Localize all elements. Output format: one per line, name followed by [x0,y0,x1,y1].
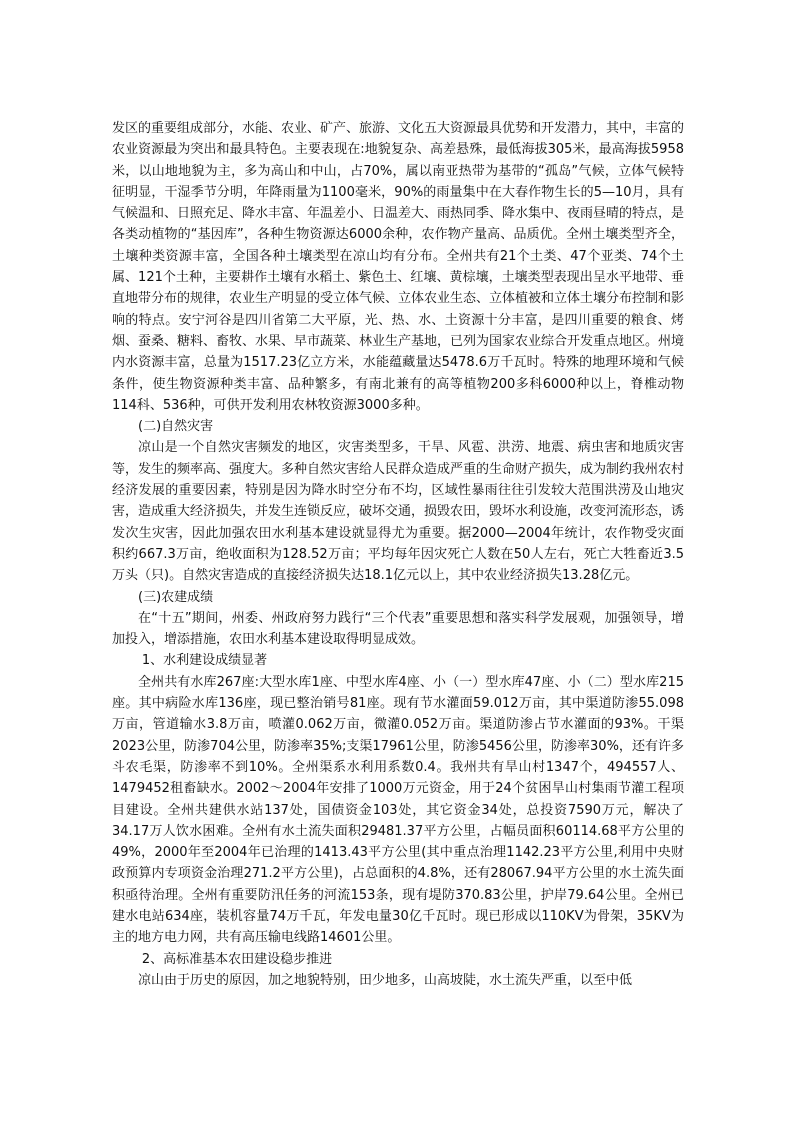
paragraph-natural-disasters: 凉山是一个自然灾害频发的地区，灾害类型多，干旱、风雹、洪涝、地震、病虫害和地质灾害等，发生的频率高、强度大。多种自然灾害给人民群众造成严重的生命财产损失，成为制约我州农村经济发展的重要因素，特别是因为降水时空分布不均，区域性暴雨往往引发较大范围洪涝及山地灾害，造成重大经济损失，并发生连锁反应，破坏交通，损毁农田，毁坏水利设施，改变河流形态，诱发次生灾害，因此加强农田水利基本建设就显得尤为重要。据2000—2004年统计，农作物受灾面积约667.3万亩，绝收面积为128.52万亩；平均每年因灾死亡人数在50人左右，死亡大牲畜近3.5万头（只)。自然灾害造成的直接经济损失达18.1亿元以上，其中农业经济损失13.28亿元。 [112,440,685,584]
document-page [112,118,684,991]
subsection-heading-farmland: 2、高标准基本农田建设稳步推进 [141,951,333,967]
section-heading-achievements: (三)农建成绩 [138,589,214,605]
section-heading-natural-disasters: (二)自然灾害 [138,419,214,435]
paragraph-achievements-intro: 在“十五”期间，州委、州政府努力践行“三个代表”重要思想和落实科学发展观，加强领导，增加投入，增添措施，农田水利基本建设取得明显成效。 [112,610,684,648]
paragraph-resources: 发区的重要组成部分，水能、农业、矿产、旅游、文化五大资源最具优势和开发潜力，其中，丰富的农业资源最为突出和最具特色。主要表现在:地貌复杂、高差悬殊，最低海拔305米，最高海拔5958米，以山地地貌为主，多为高山和中山，占70%，属以南亚热带为基带的“孤岛”气候，立体气候特征明显，干湿季节分明，年降雨量为1100毫米，90%的雨量集中在大春作物生长的5—10月，具有气候温和、日照充足、降水丰富、年温差小、日温差大、雨热同季、降水集中、夜雨昼晴的特点，是各类动植物的“基因库”，各种生物资源达6000余种，农作物产量高、品质优。全州土壤类型齐全，土壤种类资源丰富，全国各种土壤类型在凉山均有分布。全州共有21个土类、47个亚类、74个土属、121个土种，主要耕作土壤有水稻土、紫色土、红壤、黄棕壤，土壤类型表现出呈水平地带、垂直地带分布的规律，农业生产明显的受立体气候、立体农业生态、立体植被和立体土壤分布控制和影响的特点。安宁河谷是四川省第二大平原，光、热、水、土资源十分丰富，是四川重要的粮食、烤烟、蚕桑、糖料、畜牧、水果、早市蔬菜、林业生产基地，已列为国家农业综合开发重点地区。州境内水资源丰富，总量为1517.23亿立方米，水能蕴藏量达5478.6万千瓦时。特殊的地理环境和气候条件，使生物资源种类丰富、品种繁多，有南北兼有的高等植物200多科6000种以上，脊椎动物114科、536种，可供开发利用农林牧资源3000多种。 [112,121,685,413]
subsection-heading-water-conservancy: 1、水利建设成绩显著 [141,653,268,669]
paragraph-water-conservancy: 全州共有水库267座:大型水库1座、中型水库4座、小（一）型水库47座、小（二）型水库215座。其中病险水库136座，现已整治销号81座。现有节水灌面59.012万亩，其中渠道防渗55.098万亩，管道输水3.8万亩，喷灌0.062万亩，微灌0.052万亩。渠道防渗占节水灌面的93%。干渠2023公里，防渗704公里，防渗率35%;支渠17961公里，防渗5456公里，防渗率30%，还有许多斗农毛渠，防渗率不到10%。全州渠系水利用系数0.4。我州共有旱山村1347个，494557人、1479452租畜缺水。2002～2004年安排了1000万元资金，用于24个贫困旱山村集雨节灌工程项目建设。全州共建供水站137处，国债资金103处，其它资金34处，总投资7590万元，解决了34.17万人饮水困难。全州有水土流失面积29481.37平方公里，占幅员面积60114.68平方公里的49%，2000年至2004年已治理的1413.43平方公里(其中重点治理1142.23平方公里,利用中央财政预算内专项资金治理271.2平方公里)，占总面积的4.8%，还有28067.94平方公里的水土流失面积亟待治理。全州有重要防汛任务的河流153条，现有堤防370.83公里，护岸79.64公里。全州已建水电站634座，装机容量74万千瓦，年发电量30亿千瓦时。现已形成以110KV为骨架，35KV为主的地方电力网，共有高压输电线路14601公里。 [112,674,684,946]
paragraph-farmland: 凉山由于历史的原因，加之地貌特别，田少地多，山高坡陡，水土流失严重，以至中低 [138,972,633,988]
